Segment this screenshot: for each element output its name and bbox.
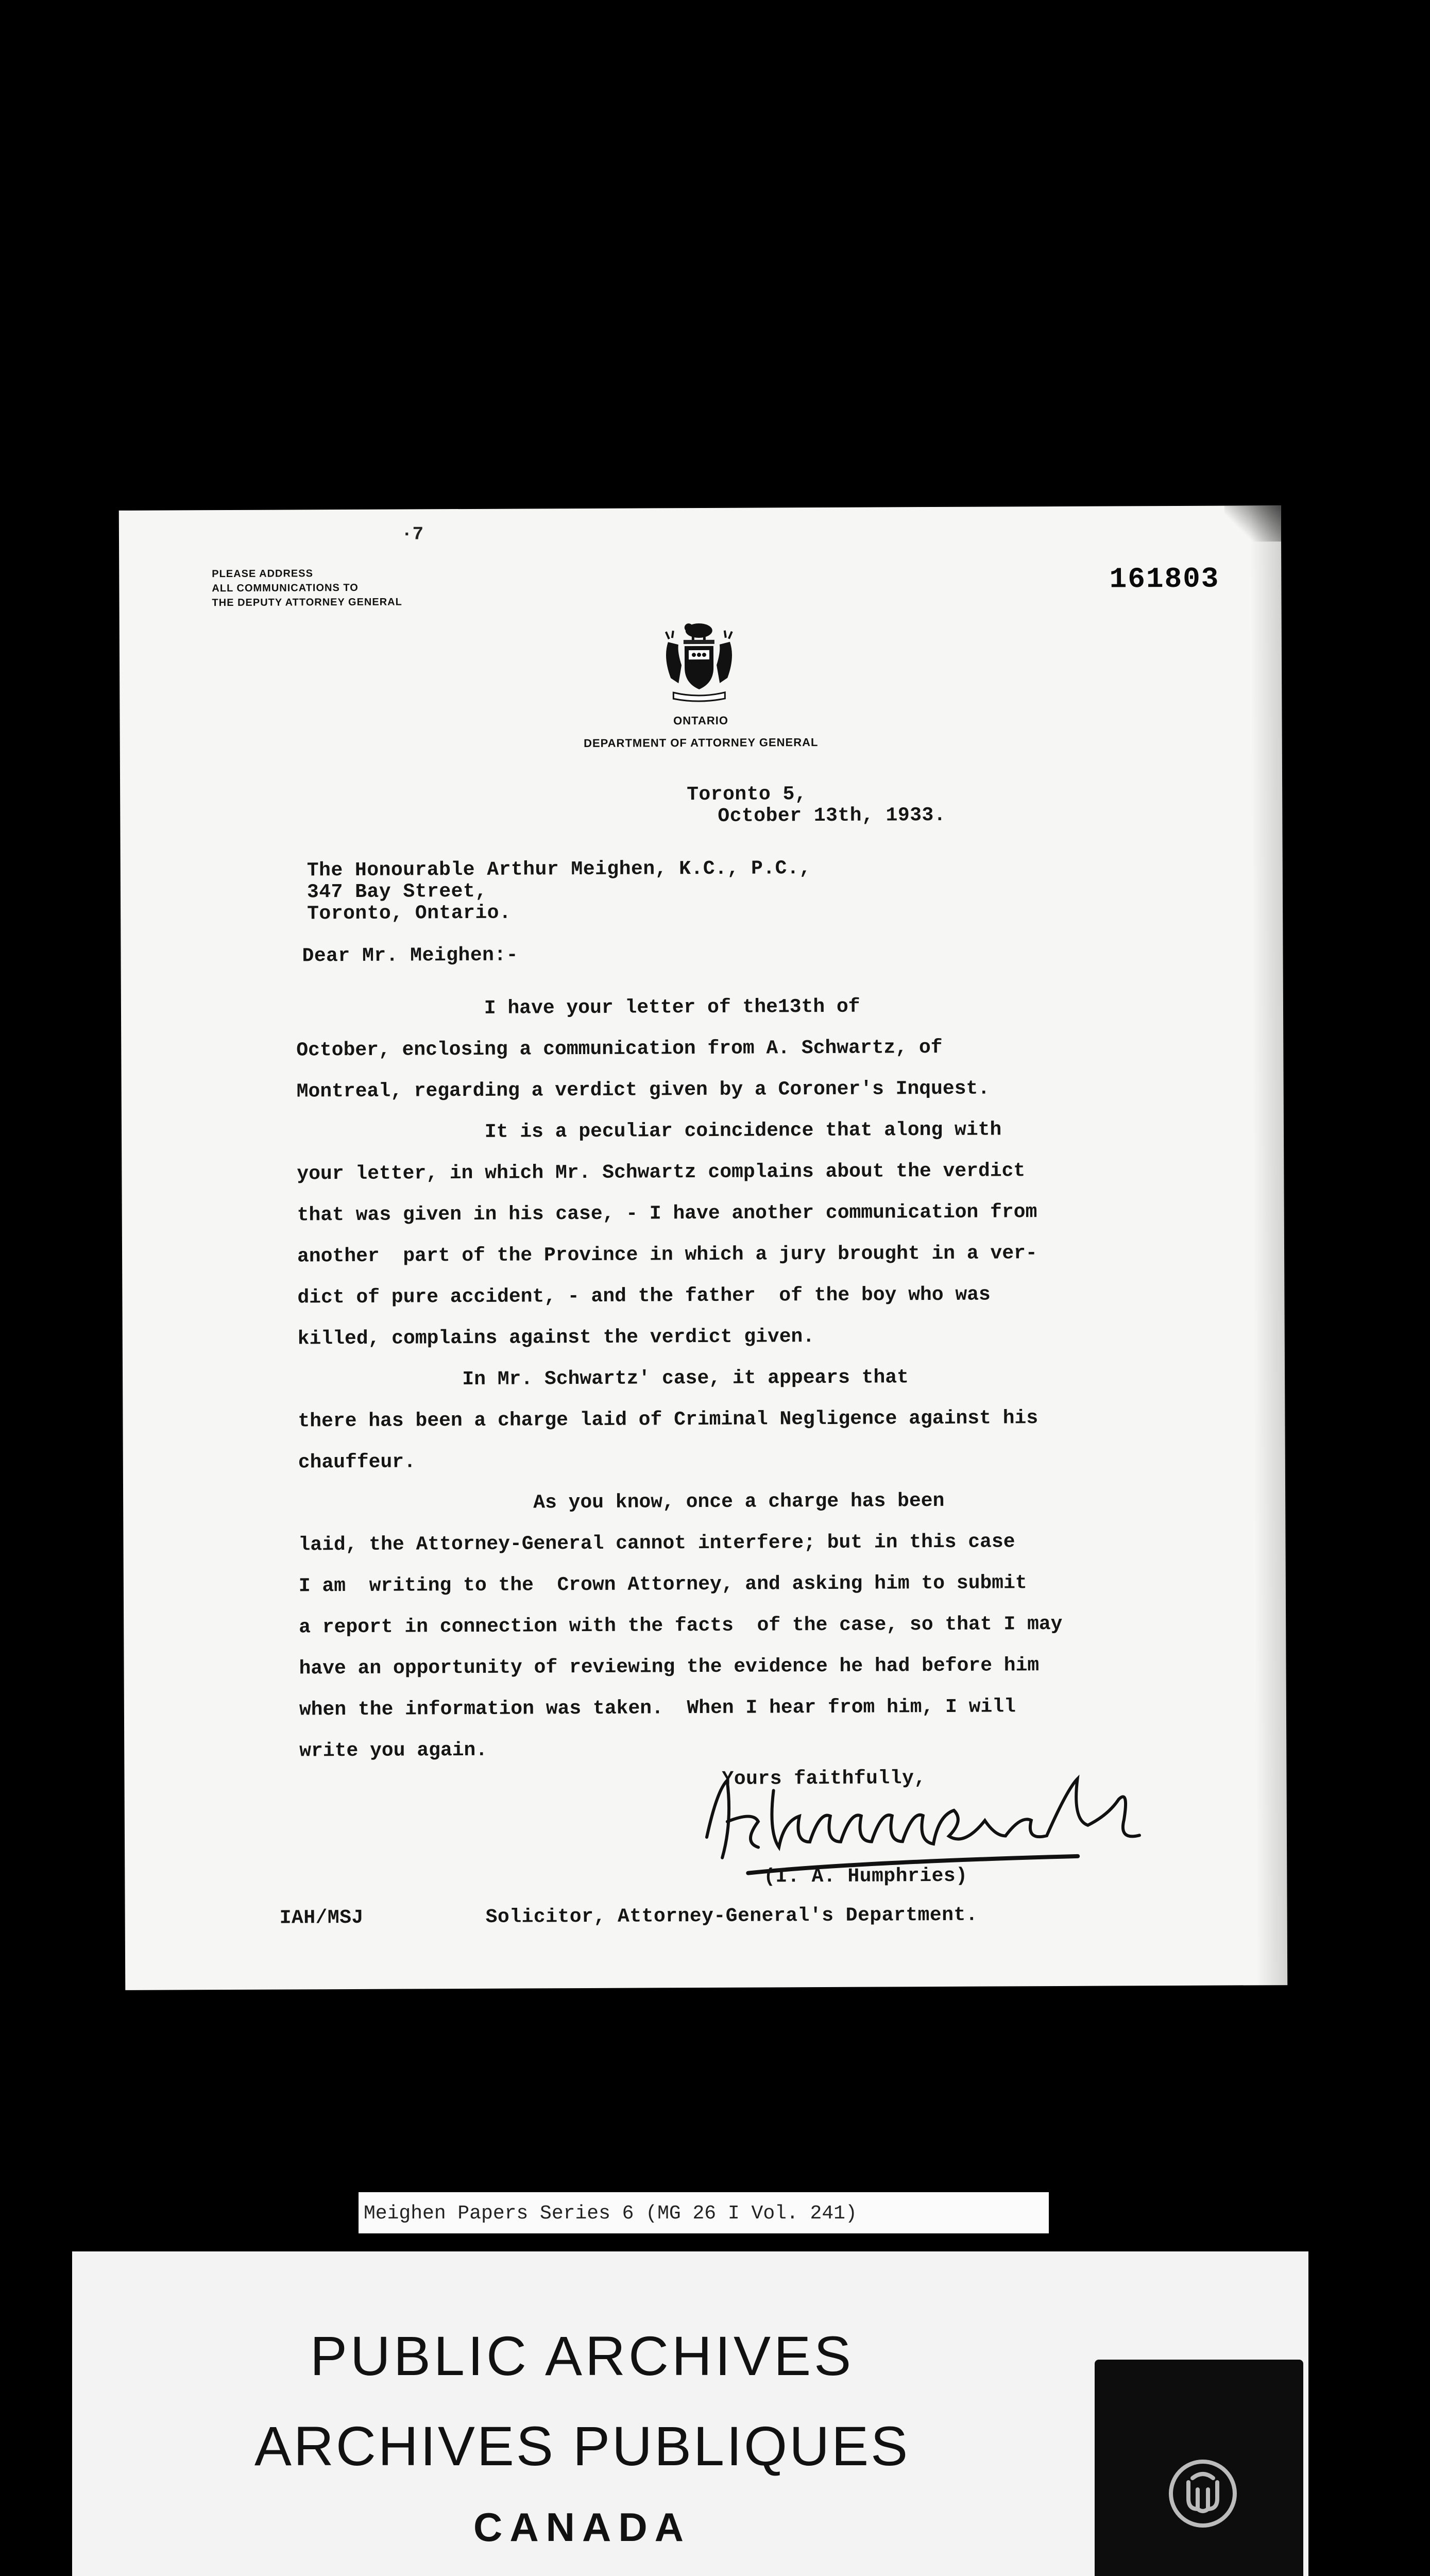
address-line: ALL COMMUNICATIONS TO bbox=[212, 582, 359, 595]
body-line: your letter, in which Mr. Schwartz complains about the verdict bbox=[297, 1160, 1026, 1185]
recipient-line: The Honourable Arthur Meighen, K.C., P.C., bbox=[307, 857, 811, 882]
body-line: have an opportunity of reviewing the evidence he had before him bbox=[299, 1654, 1040, 1680]
body-line: a report in connection with the facts of the case, so that I may bbox=[299, 1613, 1063, 1639]
archive-line-country: CANADA bbox=[473, 2504, 691, 2550]
letter-body bbox=[296, 985, 1268, 1772]
document-number: 161803 bbox=[1109, 562, 1220, 596]
body-line: write you again. bbox=[299, 1739, 488, 1762]
recipient-line: 347 Bay Street, bbox=[307, 880, 487, 904]
archive-logo-tab bbox=[1095, 2360, 1303, 2576]
closing: Yours faithfully, bbox=[722, 1767, 926, 1790]
body-line: I have your letter of the13th of bbox=[296, 995, 860, 1021]
body-line: killed, complains against the verdict given. bbox=[297, 1326, 815, 1350]
handwritten-signature bbox=[696, 1758, 1160, 1878]
crest-label: ONTARIO bbox=[673, 714, 728, 727]
archive-line-french: ARCHIVES PUBLIQUES bbox=[254, 2415, 910, 2477]
body-line: laid, the Attorney-General cannot interfere; but in this case bbox=[298, 1531, 1015, 1556]
typed-signer-name: (I. A. Humphries) bbox=[763, 1865, 968, 1888]
tick-mark: ·7 bbox=[401, 523, 424, 545]
body-line: another part of the Province in which a jury brought in a ver- bbox=[297, 1242, 1037, 1268]
body-line: chauffeur. bbox=[298, 1451, 416, 1474]
series-reference: Meighen Papers Series 6 (MG 26 I Vol. 241) bbox=[364, 2202, 857, 2225]
archive-line-english: PUBLIC ARCHIVES bbox=[310, 2325, 855, 2387]
archives-logo-icon bbox=[1167, 2458, 1239, 2530]
body-line: dict of pure accident, - and the father of the boy who was bbox=[297, 1283, 991, 1309]
body-line: when the information was taken. When I hear from him, I will bbox=[299, 1696, 1016, 1721]
body-line: that was given in his case, - I have another communication from bbox=[297, 1201, 1037, 1227]
body-line: Montreal, regarding a verdict given by a Coroner's Inquest. bbox=[296, 1077, 990, 1103]
letterhead-address bbox=[212, 566, 402, 611]
signer-title: Solicitor, Attorney-General's Department. bbox=[485, 1904, 978, 1928]
body-line: It is a peculiar coincidence that along with bbox=[296, 1118, 1002, 1144]
salutation: Dear Mr. Meighen:- bbox=[302, 944, 519, 968]
body-line: October, enclosing a communication from A. Schwartz, of bbox=[296, 1036, 943, 1062]
recipient-address bbox=[307, 858, 811, 925]
body-line: I am writing to the Crown Attorney, and asking him to submit bbox=[298, 1572, 1027, 1598]
department-name: DEPARTMENT OF ATTORNEY GENERAL bbox=[583, 736, 819, 750]
address-line: PLEASE ADDRESS bbox=[212, 568, 313, 580]
reference-initials: IAH/MSJ bbox=[279, 1906, 364, 1929]
address-line: THE DEPUTY ATTORNEY GENERAL bbox=[212, 596, 402, 609]
body-line: As you know, once a charge has been bbox=[298, 1489, 945, 1515]
series-strip bbox=[359, 2192, 1049, 2233]
body-line: In Mr. Schwartz' case, it appears that bbox=[298, 1366, 909, 1392]
body-line: there has been a charge laid of Criminal Negligence against his bbox=[298, 1407, 1039, 1433]
recipient-line: Toronto, Ontario. bbox=[307, 902, 512, 925]
letter-sheet bbox=[119, 505, 1288, 1990]
archive-card bbox=[72, 2251, 1308, 2576]
letter-place: Toronto 5, bbox=[687, 783, 807, 806]
letter-date: October 13th, 1933. bbox=[718, 804, 946, 827]
ontario-crest-icon bbox=[648, 616, 751, 704]
sheet-corner-shadow bbox=[1224, 505, 1281, 541]
